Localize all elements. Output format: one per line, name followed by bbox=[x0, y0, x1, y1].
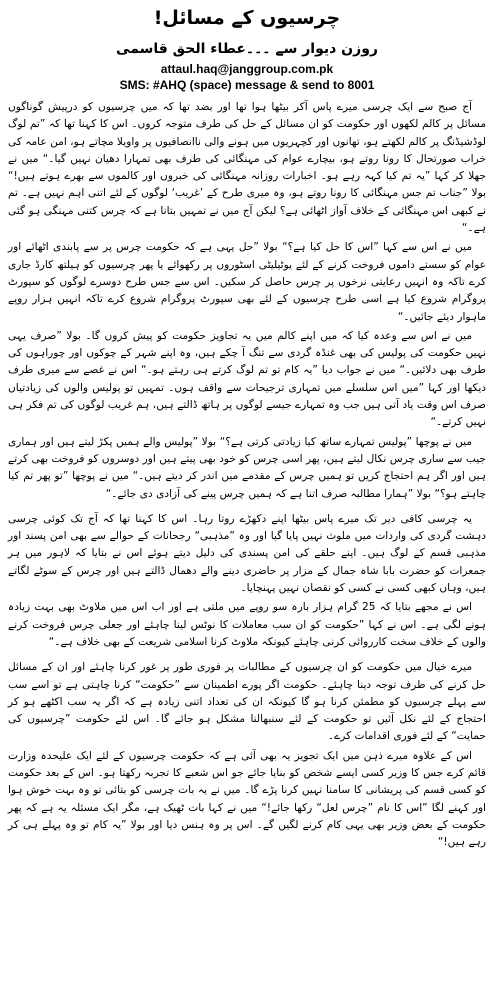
article-byline: روزن دیوار سے ۔۔۔عطاء الحق قاسمی bbox=[116, 41, 378, 57]
article-paragraph: میرے خیال میں حکومت کو ان چرسیوں کے مطالبات پر فوری طور پر غور کرنا چاہئے اور ان کے مسائل حل کرنے کی طرف توجہ دینا چاہئے۔ حکومت اگر پورے اطمینان سے ”حکومت“ کرنا چاہتی ہے تو اسے سب سے پہلے چرسیوں کو مطمئن کرنا ہو گا کیونکہ ان کی تعداد اتنی زیادہ ہے کہ اگر یہ سب اکٹھے ہو کر احتجاج کے لئے نکل آئیں تو حکومت کے لئے سنبھالنا مشکل ہو جائے گا۔ اس لئے حکومت ”چرسیوں کی حمایت“ کے لئے فوری اقدامات کرے۔ bbox=[8, 661, 486, 743]
article-paragraph: اس کے علاوہ میرے ذہن میں ایک تجویز یہ بھی آئی ہے کہ حکومت چرسیوں کے لئے ایک علیحدہ وزارت قائم کرے جس کا وزیر کسی ایسے شخص کو بنایا جائے جو اس شعبے کا تجربہ رکھتا ہو۔ اس کے بعد حکومت کو کسی قسم کی پریشانی کا سامنا نہیں کرنا پڑے گا۔ میں نے یہ بات چرسی کو بتائی تو وہ بہت خوش ہوا اور کہنے لگا ”اس کا نام ”چرس لعل“ رکھا جائے!“ میں نے کہا بات ٹھیک ہے، مگر ایک مسئلہ یہ ہے کہ پھر حکومت کے بعض وزیر بھی یہی کام کرنے لگیں گے۔ اس پر وہ ہنس دیا اور بولا ”یہ کام تو وہ پہلے ہی کر رہے ہیں!“ bbox=[8, 749, 486, 849]
article-paragraph: یہ چرسی کافی دیر تک میرے پاس بیٹھا اپنے دکھڑے روتا رہا۔ اس کا کہنا تھا کہ آج تک کوئی چرسی دہشت گردی کی واردات میں ملوث نہیں پایا گیا اور وہ ”مذہبی“ رجحانات کے حوالے سے بھی امن پسند اور مذہبی قسم کے لوگ ہیں۔ اپنے حلقے کی امن پسندی کی دلیل دیتے ہوئے اس نے بتایا کہ لاہور میں ہر جمعرات کو حضرت بابا شاہ جمال کے مزار پر حاضری دینے والے دھمال ڈالتے ہیں اور چرس کے سوٹے لگاتے ہیں، وہاں کبھی کسی نے کسی کو نقصان نہیں پہنچایا۔ bbox=[8, 512, 486, 595]
author-email: attaul.haq@janggroup.com.pk bbox=[160, 62, 334, 76]
article-paragraph: آج صبح سے ایک چرسی میرے پاس آکر بیٹھا ہوا تھا اور بضد تھا کہ میں چرسیوں کو درپیش گوناگوں مسائل پر کالم لکھوں اور حکومت کو ان مسائل کے حل کی طرف متوجہ کروں۔ اس کا کہنا تھا کہ ”تم لوگ لوڈشیڈنگ پر کالم لکھتے ہو، تھانوں اور کچہریوں میں ہونے والی ناانصافیوں پر واویلا مچاتے ہو، امن عامہ کی خراب صورتحال کا رونا روتے ہو، بیچارے عوام کی مہنگائی کی طرف بھی تمہارا دھیان نہیں گیا۔“ میں نے جھلا کر کہا ”یہ تم کیا کہہ رہے ہو۔ اخبارات روزانہ مہنگائی کی خبروں اور کالموں سے بھرے ہوتے ہیں!“ بولا ”جناب تم جس مہنگائی کا رونا روتے ہو، وہ میری طرح کے ’غریب‘ لوگوں کے لئے اتنی اہم نہیں ہے۔ تم نے کبھی اس مہنگائی کے خلاف آواز اٹھائی ہے؟ لیکن آج میں نے تمہیں بتانا ہے کہ چرس کتنی مہنگی ہو گئی ہے۔“ bbox=[8, 101, 486, 235]
article-header bbox=[8, 6, 486, 93]
article-paragraph: میں نے اس سے وعدہ کیا کہ میں اپنے کالم میں یہ تجاویز حکومت کو پیش کروں گا۔ بولا ”صرف یہی نہیں حکومت کی پولیس کی بھی غنڈہ گردی سے تنگ آ چکے ہیں، وہ اپنے شہر کے چوکوں اور چوراہوں کی طرف بھی دلائیں۔“ میں نے جواب دیا ”یہ کام تو تم لوگ کرتے ہی رہتے ہو۔“ اس نے غصے سے میری طرف دیکھا اور کہا ”میں اس سلسلے میں تمہاری ترجیحات سے واقف ہوں۔ تمہیں تو پولیس والوں کی زیادتیاں صرف اس وقت یاد آتی ہیں جب وہ تمہارے جیسے لوگوں پر ہاتھ ڈالتے ہیں، ہم غریب لوگوں کی تم فکر ہی نہیں کرتے۔“ bbox=[8, 329, 486, 429]
article-body bbox=[8, 99, 486, 851]
sms-instructions: SMS: #AHQ (space) message & send to 8001 bbox=[119, 78, 375, 92]
article-paragraph: میں نے پوچھا ”پولیس تمہارے ساتھ کیا زیادتی کرتی ہے؟“ بولا ”پولیس والے ہمیں پکڑ لیتے ہیں اور ہماری جیب سے ساری چرس نکال لیتے ہیں، پھر اسی چرس کو خود بھی پیتے ہیں اور دوسروں کو فروخت بھی کرتے ہیں اور اگر ہم احتجاج کریں تو ہمیں چرس کے مقدمے میں اندر کر دیتے ہیں۔“ میں نے پوچھا ”تو پھر تم کیا چاہتے ہو؟“ بولا ”ہمارا مطالبہ صرف اتنا ہے کہ ہمیں چرس پینے کی آزادی دی جائے۔“ bbox=[8, 435, 486, 500]
article-paragraph: میں نے اس سے کہا ”اس کا حل کیا ہے؟“ بولا ”حل یہی ہے کہ حکومت چرس پر سے پابندی اٹھائے اور عوام کو سستے داموں فروخت کرنے کے لئے یوٹیلیٹی اسٹوروں پر رکھوائے یا پھر چرسیوں کو ہیلتھ کارڈ جاری کرے تاکہ وہ انہیں رعایتی نرخوں پر چرس حاصل کر سکیں۔ اس سے جس طرح دوسرے لوگوں کو سپورٹ پروگرام شروع کیا ہے اسی طرح چرسیوں کے لئے بھی سپورٹ پروگرام شروع کرے تاکہ انہیں ہزار روپے ماہوار دیئے جائیں۔“ bbox=[8, 241, 486, 323]
article-headline: چرسیوں کے مسائل! bbox=[153, 7, 341, 29]
article-paragraph: اس نے مجھے بتایا کہ 25 گرام ہزار بارہ سو روپے میں ملتی ہے اور اب اس میں ملاوٹ بھی بہت زیادہ ہونے لگی ہے۔ اس نے کہا ”حکومت کو ان سب معاملات کا نوٹس لینا چاہئے اور جعلی چرس فروخت کرنے والوں کے خلاف سخت کارروائی کرنی چاہئے کیونکہ ملاوٹ کرنا اسلامی شریعت کے بھی خلاف ہے۔“ bbox=[8, 601, 486, 648]
